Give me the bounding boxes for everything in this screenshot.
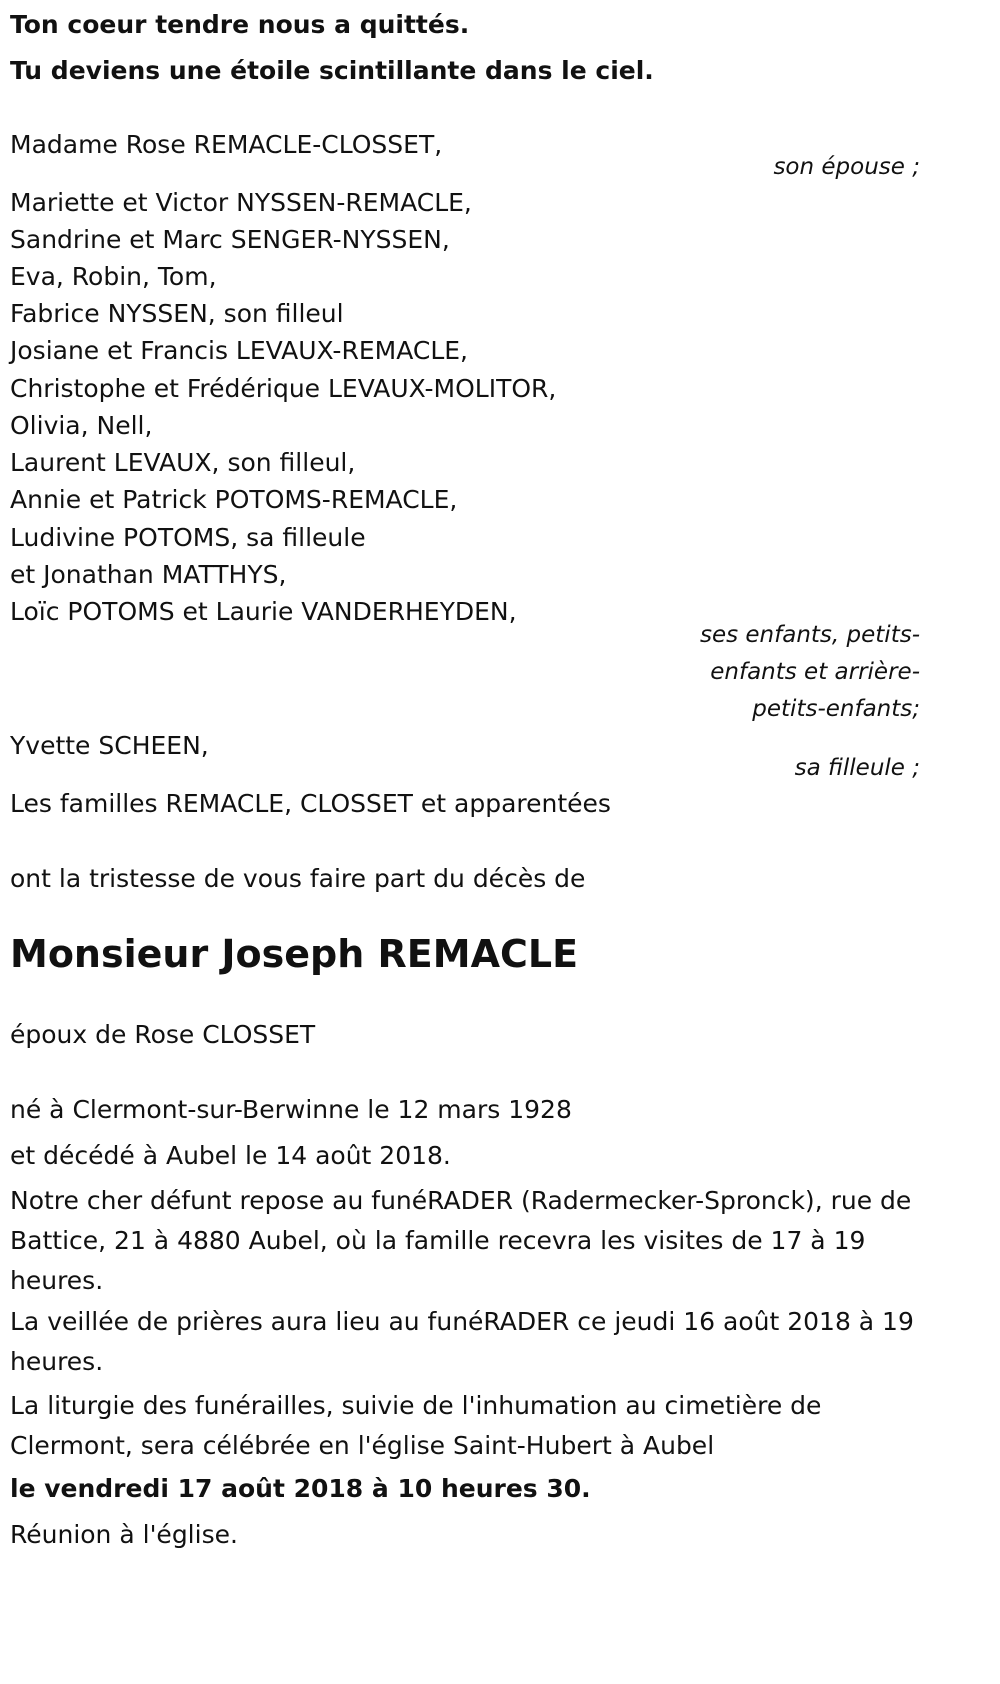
goddaughter-role: sa filleule ; (794, 755, 920, 781)
deceased-name: Monsieur Joseph REMACLE (10, 932, 579, 976)
spouse-name: Madame Rose REMACLE-CLOSSET, (10, 130, 443, 159)
children-role-line: ses enfants, petits- (699, 622, 920, 648)
liturgy-paragraph: La liturgie des funérailles, suivie de l'inhumation au cimetière de Clermont, sera célébrée en l'église Saint-Hubert à Aubel (10, 1391, 822, 1460)
children-line: Christophe et Frédérique LEVAUX-MOLITOR, (10, 374, 557, 403)
children-line: Olivia, Nell, (10, 411, 153, 440)
children-line: Ludivine POTOMS, sa filleule (10, 523, 366, 552)
children-line: Loïc POTOMS et Laurie VANDERHEYDEN, (10, 597, 517, 626)
goddaughter-name: Yvette SCHEEN, (10, 731, 209, 760)
vigil-paragraph: La veillée de prières aura lieu au funéRADER ce jeudi 16 août 2018 à 19 heures. (10, 1307, 914, 1376)
deceased-spouse-of: époux de Rose CLOSSET (10, 1020, 316, 1049)
announcement-line: ont la tristesse de vous faire part du décès de (10, 864, 586, 893)
children-line: Josiane et Francis LEVAUX-REMACLE, (10, 336, 468, 365)
deceased-born: né à Clermont-sur-Berwinne le 12 mars 1928 (10, 1095, 572, 1124)
funeral-date: le vendredi 17 août 2018 à 10 heures 30. (10, 1474, 591, 1503)
meeting-line: Réunion à l'église. (10, 1520, 238, 1549)
children-line: Annie et Patrick POTOMS-REMACLE, (10, 485, 458, 514)
children-line: et Jonathan MATTHYS, (10, 560, 287, 589)
heading-line-2: Tu deviens une étoile scintillante dans le ciel. (10, 56, 654, 85)
deceased-died: et décédé à Aubel le 14 août 2018. (10, 1141, 451, 1170)
rest-paragraph: Notre cher défunt repose au funéRADER (Radermecker-Spronck), rue de Battice, 21 à 4880 Aubel, où la famille recevra les visites de 17 à 19 heures. (10, 1186, 912, 1295)
children-line: Laurent LEVAUX, son filleul, (10, 448, 356, 477)
children-line: Fabrice NYSSEN, son filleul (10, 299, 344, 328)
families-line: Les familles REMACLE, CLOSSET et apparentées (10, 789, 611, 818)
children-line: Mariette et Victor NYSSEN-REMACLE, (10, 188, 472, 217)
children-role-line: petits-enfants; (752, 696, 920, 722)
spouse-role: son épouse ; (773, 154, 920, 180)
children-line: Sandrine et Marc SENGER-NYSSEN, (10, 225, 450, 254)
heading-line-1: Ton coeur tendre nous a quittés. (10, 10, 470, 39)
children-line: Eva, Robin, Tom, (10, 262, 217, 291)
children-role-line: enfants et arrière- (710, 659, 920, 685)
